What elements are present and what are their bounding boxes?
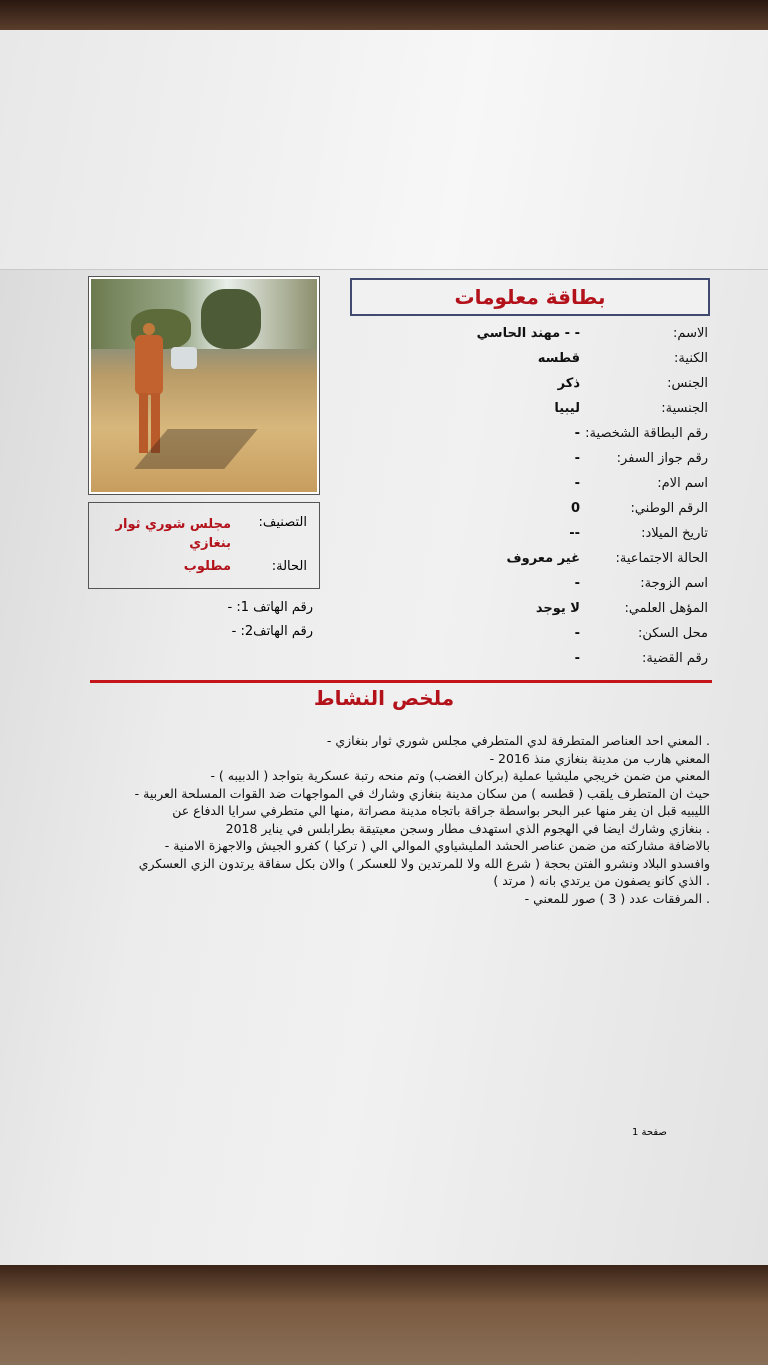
phone-2 — [232, 624, 313, 639]
info-row — [348, 426, 708, 448]
section-divider — [90, 680, 712, 683]
summary-line: . المعني احد العناصر المتطرفة لدي المتطرفي مجلس شوري ثوار بنغازي - — [326, 733, 710, 748]
status-value: مطلوب — [183, 559, 231, 574]
info-row — [348, 626, 708, 648]
field-label: رقم القضية: — [642, 651, 708, 666]
summary-title: ملخص النشاط — [313, 686, 455, 710]
field-label: المؤهل العلمي: — [624, 601, 708, 616]
summary-line: حيث ان المتطرف يلقب ( قطسه ) من سكان مدينة بنغازي وشارك في المواجهات ضد القوات المسلحة العربية - — [134, 785, 710, 801]
field-label: اسم الام: — [657, 476, 708, 491]
field-value: - — [574, 651, 580, 666]
field-value: ليبيا — [554, 401, 580, 416]
info-row — [348, 526, 708, 548]
card-title: بطاقة معلومات — [350, 278, 710, 316]
field-value: - — [574, 576, 580, 591]
field-label: الاسم: — [673, 326, 708, 341]
status-label: الحالة: — [271, 559, 307, 574]
field-value: 0 — [570, 501, 580, 516]
field-value: - — [574, 426, 580, 441]
summary-line: المعني هارب من مدينة بنغازي منذ 2016 - — [489, 750, 710, 766]
field-label: الجنس: — [667, 376, 708, 391]
page-number: صفحة 1 — [632, 1127, 667, 1138]
summary-line: المعني من ضمن خريجي مليشيا عملية (بركان الغضب) وتم منحه رتبة عسكرية بتواجد ( الدبيبه ) - — [210, 768, 710, 783]
field-value: قطسه — [537, 351, 580, 366]
field-value: - - مهند الحاسي — [476, 326, 580, 341]
field-label: محل السكن: — [638, 626, 708, 641]
phone-1-value: - — [227, 600, 233, 615]
classification-label: التصنيف: — [258, 515, 307, 530]
info-row — [348, 401, 708, 423]
field-value: ذكر — [557, 376, 580, 391]
subject-photo — [88, 276, 320, 495]
phone-1 — [227, 600, 313, 615]
phone-2-value: - — [231, 624, 237, 639]
field-label: تاريخ الميلاد: — [641, 526, 708, 541]
summary-text — [85, 732, 710, 907]
summary-line: . بنغازي وشارك ايضا في الهجوم الذي استهدف مطار وسجن معيتيقة بطرابلس في يناير 2018 — [225, 820, 710, 836]
field-label: الرقم الوطني: — [630, 501, 708, 516]
classification-value: مجلس شوري ثوار بنغازي — [115, 517, 231, 551]
field-value: -- — [569, 526, 580, 541]
field-label: الكنية: — [674, 351, 708, 366]
field-label: الجنسية: — [661, 401, 708, 416]
info-row — [348, 651, 708, 673]
field-label: الحالة الاجتماعية: — [615, 551, 708, 566]
info-row — [348, 376, 708, 398]
phone-1-label: رقم الهاتف 1: — [236, 600, 313, 615]
summary-line: . المرفقات عدد ( 3 ) صور للمعني - — [524, 890, 710, 906]
field-label: رقم البطاقة الشخصية: — [585, 426, 708, 441]
field-value: غير معروف — [506, 551, 580, 566]
field-value: لا يوجد — [535, 601, 580, 616]
info-row — [348, 326, 708, 348]
field-label: اسم الزوجة: — [640, 576, 708, 591]
info-row — [348, 551, 708, 573]
summary-line: الليبيه قبل ان يفر منها عبر البحر بواسطة جراقة باتجاه مدينة مصراتة ,منها الي متطرفي سرايا الدفاع عن — [172, 803, 710, 818]
summary-line: . الذي كانو يصفون من يرتدي بانه ( مرتد ) — [493, 873, 710, 888]
field-value: - — [574, 451, 580, 466]
info-row — [348, 451, 708, 473]
info-row — [348, 351, 708, 373]
field-value: - — [574, 476, 580, 491]
info-row — [348, 576, 708, 598]
table-surface — [0, 1265, 768, 1365]
summary-line: وافسدو البلاد ونشرو الفتن بحجة ( شرع الله ولا للمرتدين ولا للعسكر ) والان بكل سفاقة يرتدون الزي العسكري — [138, 855, 710, 871]
field-label: رقم جواز السفر: — [616, 451, 708, 466]
info-row — [348, 476, 708, 498]
classification-box — [88, 502, 320, 589]
folded-sheet-top — [0, 30, 768, 270]
info-row — [348, 601, 708, 623]
field-value: - — [574, 626, 580, 641]
phone-2-label: رقم الهاتف2: — [240, 624, 313, 639]
summary-line: بالاضافة مشاركته من ضمن عناصر الحشد المليشياوي الموالي الي ( تركيا ) كفرو الجيش والاجهزة الامنية - — [164, 838, 710, 853]
info-row — [348, 501, 708, 523]
